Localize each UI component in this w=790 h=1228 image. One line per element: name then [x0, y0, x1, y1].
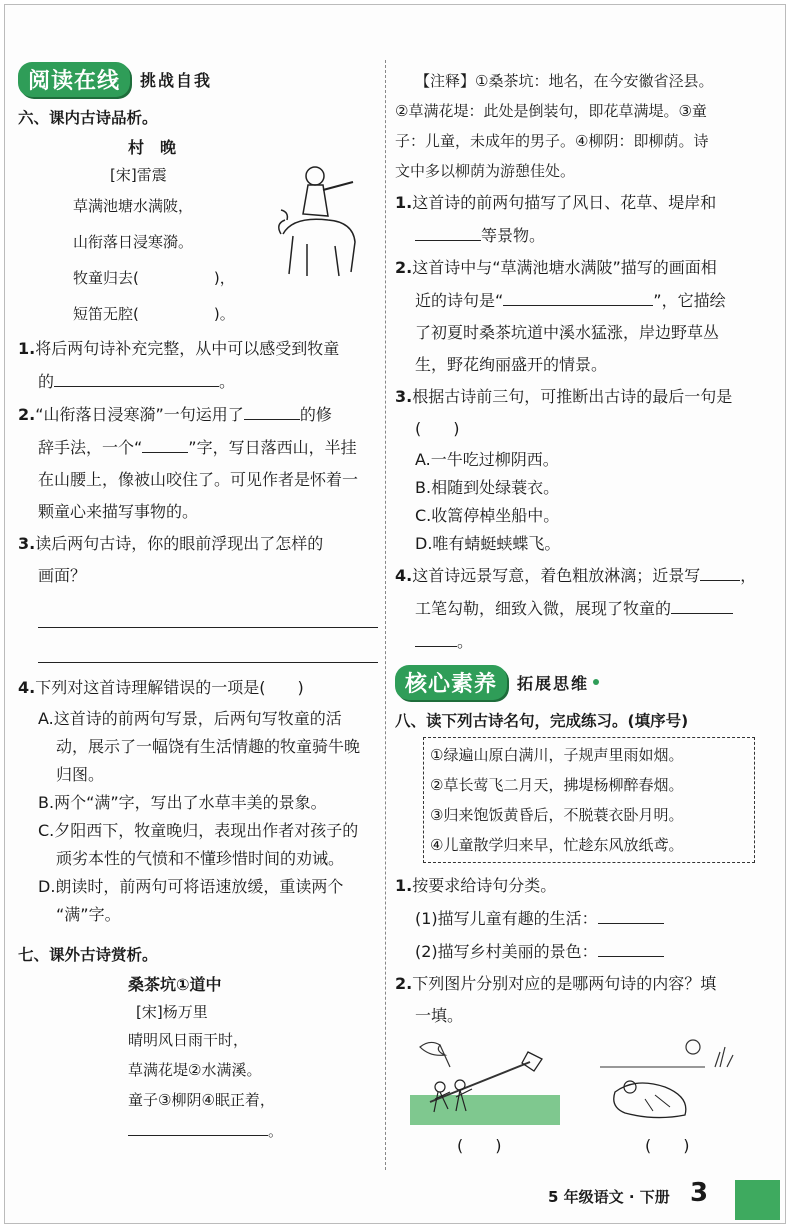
- question-2-line: 颗童心来描写事物的。: [38, 502, 199, 521]
- kite-flying-illustration: [410, 1037, 565, 1127]
- left-column: [18, 60, 378, 1146]
- note-line: 【注释】①桑茶坑：地名，在今安徽省泾县。: [415, 72, 714, 90]
- option-d[interactable]: D.唯有蜻蜓蛱蝶飞。: [415, 534, 561, 553]
- question-3-line: 画面？: [38, 566, 87, 585]
- question-4: 4.下列对这首诗理解错误的一项是( ): [18, 678, 304, 697]
- banner-dot: [593, 679, 599, 685]
- poem-line-4: ④儿童散学归来早，忙趁东风放纸鸢。: [430, 836, 684, 854]
- page-tab-bar: [735, 1180, 780, 1220]
- poem-author: [宋]雷震: [110, 166, 167, 184]
- right-question-2-line: 生，野花绚丽盛开的情景。: [415, 355, 608, 374]
- question-2-line: 辞手法，一个“ ”字，写日落西山，半挂: [18, 432, 378, 463]
- poem-line: 晴明风日雨干时，: [128, 1031, 249, 1049]
- section-8-title: 八、读下列古诗名句，完成练习。(填序号): [395, 712, 689, 730]
- option-a-cont: 归图。: [56, 765, 105, 784]
- reading-banner: [18, 60, 378, 98]
- poem-lines-box: [423, 737, 755, 863]
- option-b[interactable]: B.相随到处绿蓑衣。: [415, 478, 560, 497]
- right-column: [395, 66, 775, 1163]
- question-1-answer: 的 。: [18, 366, 378, 397]
- poem-title: 村 晚: [128, 138, 177, 157]
- option-b[interactable]: B.两个“满”字，写出了水草丰美的景象。: [38, 793, 327, 812]
- option-c[interactable]: C.收篙停棹坐船中。: [415, 506, 560, 525]
- right-question-1: 1.这首诗的前两句描写了风日、花草、堤岸和: [395, 193, 717, 212]
- option-d-cont: “满”字。: [56, 905, 121, 924]
- right-question-2-line: 近的诗句是“ ”，它描绘: [395, 285, 775, 316]
- note-line: 子：儿童，未成年的男子。④柳阴：即柳荫。诗: [395, 132, 709, 150]
- poem-village-evening: [18, 134, 378, 332]
- page-number: 3: [690, 1178, 709, 1208]
- poem-line-3: ③归来饱饭黄昏后，不脱蓑衣卧月明。: [430, 806, 684, 824]
- practice-question-2-line: 一填。: [415, 1006, 464, 1025]
- answer-blank[interactable]: [415, 626, 457, 647]
- option-d[interactable]: D.朗读时，前两句可将语速放缓，重读两个: [38, 877, 344, 896]
- poem-author: [宋]杨万里: [136, 1003, 208, 1021]
- answer-blank[interactable]: [128, 1115, 268, 1136]
- section-6-title: 六、课内古诗品析。: [18, 109, 158, 127]
- picture-2-answer[interactable]: ( ): [645, 1136, 690, 1155]
- column-divider: [385, 60, 386, 1170]
- answer-blank[interactable]: [54, 366, 219, 387]
- poem-title: 桑茶坑①道中: [128, 975, 222, 994]
- option-a[interactable]: A.这首诗的前两句写景，后两句写牧童的活: [38, 709, 342, 728]
- section-7-title: 七、课外古诗赏析。: [18, 946, 158, 964]
- right-question-2: 2.这首诗中与“草满池塘水满陂”描写的画面相: [395, 258, 717, 277]
- practice-question-1a: (1)描写儿童有趣的生活：: [395, 903, 775, 934]
- answer-blank[interactable]: [244, 399, 300, 420]
- answer-blank[interactable]: [700, 560, 740, 581]
- banner-title: 核心素养: [395, 665, 507, 700]
- question-4-options: [18, 705, 378, 929]
- note-line: ②草满花堤：此处是倒装句，即花草满堤。③童: [395, 102, 707, 120]
- banner-subtitle: 拓展思维: [517, 673, 590, 693]
- note-line: 文中多以柳荫为游憩佳处。: [395, 162, 576, 180]
- answer-blank[interactable]: [503, 285, 653, 306]
- poem-blank-line: 。: [18, 1115, 378, 1146]
- answer-line[interactable]: [38, 593, 378, 628]
- poem-notes: [395, 66, 775, 186]
- answer-blank[interactable]: [671, 593, 733, 614]
- option-a-cont: 动，展示了一幅饶有生活情趣的牧童骑牛晚: [56, 737, 361, 756]
- picture-area: [395, 1033, 775, 1163]
- answer-blank[interactable]: [598, 903, 664, 924]
- answer-line[interactable]: [38, 628, 378, 663]
- poem-blank-line[interactable]: 短笛无腔( )。: [73, 305, 235, 323]
- right-question-1-line: 等景物。: [395, 220, 775, 251]
- poem-line: 草满池塘水满陂，: [73, 197, 194, 215]
- option-a[interactable]: A.一牛吃过柳阴西。: [415, 450, 559, 469]
- poem-sangchakeng: [18, 971, 378, 1146]
- right-question-4-line: 。: [395, 626, 775, 657]
- poem-line-2: ②草长莺飞二月天，拂堤杨柳醉春烟。: [430, 776, 684, 794]
- right-question-4: 4.这首诗远景写意，着色粗放淋漓；近景写 ，: [395, 560, 775, 591]
- banner-title: 阅读在线: [18, 62, 130, 97]
- banner-subtitle: 挑战自我: [140, 70, 213, 90]
- cowherd-illustration: [273, 154, 363, 284]
- practice-question-1b: (2)描写乡村美丽的景色：: [395, 936, 775, 967]
- option-c-cont: 顽劣本性的气愤和不懂珍惜时间的劝诫。: [56, 849, 345, 868]
- poem-line: 山衔落日浸寒漪。: [73, 233, 194, 251]
- poem-blank-line[interactable]: 牧童归去( )，: [73, 269, 235, 287]
- answer-blank[interactable]: [598, 936, 664, 957]
- question-1: 1.将后两句诗补充完整，从中可以感受到牧童: [18, 339, 340, 358]
- resting-herdsman-illustration: [595, 1037, 745, 1127]
- answer-blank[interactable]: [142, 432, 188, 453]
- right-question-2-line: 了初夏时桑茶坑道中溪水猛涨，岸边野草丛: [415, 323, 720, 342]
- core-literacy-banner: [395, 663, 775, 701]
- right-question-3-paren[interactable]: ( ): [415, 419, 460, 438]
- right-question-3: 3.根据古诗前三句，可推断出古诗的最后一句是: [395, 387, 733, 406]
- practice-question-1: 1.按要求给诗句分类。: [395, 876, 557, 895]
- poem-line: 童子③柳阴④眠正着，: [128, 1091, 275, 1109]
- practice-question-2: 2.下列图片分别对应的是哪两句诗的内容？填: [395, 974, 717, 993]
- answer-blank[interactable]: [415, 220, 481, 241]
- right-question-4-line: 工笔勾勒，细致入微，展现了牧童的: [395, 593, 775, 624]
- poem-line-1: ①绿遍山原白满川，子规声里雨如烟。: [430, 746, 684, 764]
- option-c[interactable]: C.夕阳西下，牧童晚归，表现出作者对孩子的: [38, 821, 359, 840]
- poem-line: 草满花堤②水满溪。: [128, 1061, 262, 1079]
- footer-label: 5 年级语文 · 下册: [548, 1188, 670, 1206]
- question-2-line: 在山腰上，像被山咬住了。可见作者是怀着一: [38, 470, 359, 489]
- question-3: 3.读后两句古诗，你的眼前浮现出了怎样的: [18, 534, 324, 553]
- question-2: 2.“山衔落日浸寒漪”一句运用了 的修: [18, 399, 378, 430]
- picture-1-answer[interactable]: ( ): [457, 1136, 502, 1155]
